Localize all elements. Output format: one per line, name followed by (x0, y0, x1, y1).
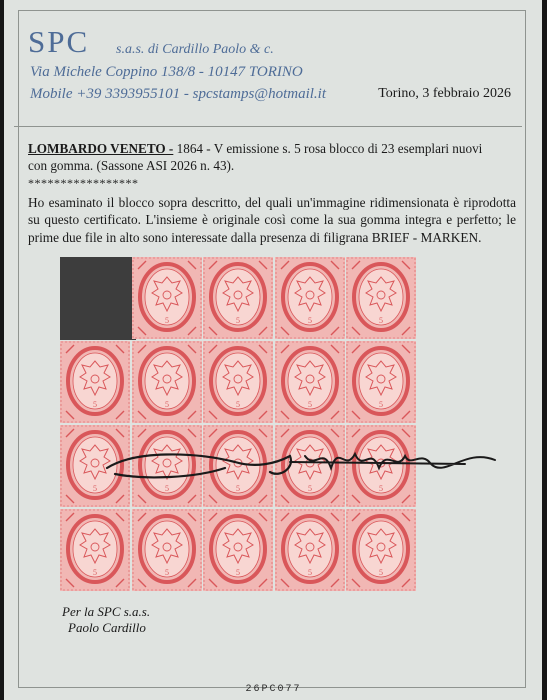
stamp (60, 509, 130, 591)
svg-text:5: 5 (307, 568, 312, 577)
svg-text:5: 5 (93, 484, 97, 493)
svg-text:5: 5 (307, 400, 312, 409)
company-name: s.a.s. di Cardillo Paolo & c. (116, 42, 274, 57)
svg-text:5: 5 (379, 316, 383, 325)
stamp (203, 257, 273, 339)
expert-statement: Ho esaminato il blocco sopra descritto, del quali un'immagine ridimensionata è riprodotta su questo certificato. L'insieme è originale così come la sua gomma integra e perfetto; le prime due file in alto sono interessate dalla presenza di filigrana BRIEF - MARKEN. (28, 195, 516, 245)
description-line1: 1864 - V emissione s. 5 rosa blocco di 23 esemplari nuovi (173, 141, 483, 156)
stamp (203, 509, 273, 591)
svg-text:5: 5 (307, 484, 312, 493)
svg-text:5: 5 (379, 568, 383, 577)
svg-text:5: 5 (93, 568, 97, 577)
svg-text:5: 5 (236, 484, 240, 493)
certificate-serial: 26PC077 (245, 684, 302, 695)
stamp (275, 257, 345, 339)
company-contact: Mobile +39 3393955101 - spcstamps@hotmail.it (30, 86, 326, 102)
stamp (275, 509, 345, 591)
star-separator: ***************** (28, 176, 139, 190)
svg-text:5: 5 (379, 400, 383, 409)
svg-text:5: 5 (164, 568, 169, 577)
stamp (203, 341, 273, 423)
stamp (346, 509, 416, 591)
signature (105, 438, 505, 498)
svg-text:5: 5 (307, 316, 312, 325)
header-divider (14, 126, 522, 127)
stamp-description (28, 140, 516, 174)
description-title: LOMBARDO VENETO - (28, 141, 174, 156)
stamp (132, 341, 202, 423)
stamp (60, 341, 130, 423)
svg-text:5: 5 (236, 568, 240, 577)
brand-logo: SPC (28, 24, 90, 59)
stamp (132, 509, 202, 591)
svg-text:5: 5 (236, 316, 240, 325)
svg-text:5: 5 (164, 316, 169, 325)
company-address: Via Michele Coppino 138/8 - 10147 TORINO (30, 64, 303, 80)
stamp (346, 257, 416, 339)
signature-caption: Per la SPC s.a.s. (62, 604, 151, 619)
svg-text:5: 5 (164, 484, 169, 493)
svg-text:5: 5 (236, 400, 240, 409)
stamp (346, 341, 416, 423)
stamp (132, 257, 202, 339)
missing-stamp-area (60, 257, 136, 340)
svg-text:5: 5 (164, 400, 169, 409)
signer-name: Paolo Cardillo (68, 620, 146, 635)
description-line2: con gomma. (Sassone ASI 2026 n. 43). (28, 158, 235, 173)
certificate-date: Torino, 3 febbraio 2026 (378, 86, 511, 101)
svg-text:5: 5 (93, 400, 97, 409)
svg-text:5: 5 (379, 484, 383, 493)
stamp (275, 341, 345, 423)
